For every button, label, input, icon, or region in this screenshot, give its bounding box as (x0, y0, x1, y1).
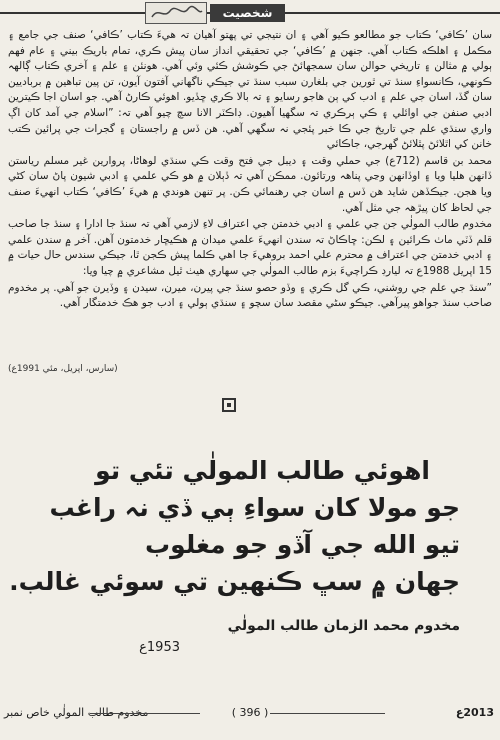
verse-block (9, 452, 460, 600)
poem-year: 1953ع (139, 640, 180, 655)
section-label: شخصيت (210, 4, 285, 22)
page-footer (0, 706, 500, 726)
page-number: ( 396 ) (231, 706, 269, 719)
verse-line: جهان ۾ سڀ ڪنهين تي سوئي غالب. (9, 567, 460, 596)
verse-line: تيو الله جي آڏو جو مغلوب (145, 530, 460, 559)
article-body (8, 28, 492, 358)
verse-line: جو مولا کان سواءِ ٻي ڏي نہ راغب (49, 493, 460, 522)
poet-name: مخدوم محمد الزمان طالب المولٰي (227, 618, 460, 634)
paragraph: مخدوم طالب المولٰي جن جي علمي ۽ ادبي خدمتن جي اعتراف لاءِ لازمي آهي تہ سنڌ جا ادارا ۽ سنڌ جا صاحب قلم ڏٽي ماٺ ڪرائين ۽ لڪن: ڇاڪاڻ تہ سندن انهيءَ علمي ميدان ۾ هڪيڇار خدمتون آهن. آخر ۾ سندن علمي ۽ ادبي خدمتن جي اعتراف ۾ محترم علي احمد بروهيءَ جا اهي ڪلما پيش ڪجن ٿا، جيڪي سندس حال حيات ۾ 15 اپريل 1988ع تہ ليارڊ ڪراچيءَ بزم طالب المولٰي جي سهاري هيٺ ٿيل مشاعري ۾ چيا ويا: (8, 218, 492, 277)
source-caption: (سارس، اپريل، مئي 1991ع) (8, 364, 118, 374)
footer-issue-title: مخدوم طالب المولٰي خاص نمبر (4, 706, 149, 719)
paragraph: سان ’ڪافي‘ ڪتاب جو مطالعو ڪيو آهي ۽ ان نتيجي تي پهتو آهيان تہ هيءَ ڪتاب ’ڪافي‘ صنف جي جامع ۽ مڪمل ۽ اهلڪه ڪتاب آهي. جنهن ۾ ’ڪافي‘ جي تحقيقي انداز سان پيش ڪري، تمام باريڪ بيني ۽ عام فهم ٻولي ۾ مثالن ۽ تاريخي حوالن سان سمجهائڻ جي ڪوشش ڪئي وئي آهي. هونئن ۽ علم ۽ آخري ڪتاب ڳالهہ ڪونهي، ڪانسواءِ سنڌ تي ٿورين جي بلغارن سبب سنڌ تي جيڪي ناگهاني آفتون آيون، تن پين تباهين ۾ برباديين سان گڏ، اسان جي علم ۽ ادب کي ٻن هاجو رسايو ۽ تہ بالا ڪري ڇڏيو. اهوئي ڪارڻ آهي. جو اسان اجا ڪيترين ادبي صنفن جي اوائلي ۽ ڪي ٻرڪري تہ سگهيا آهيون. ڊاڪٽر الانا سچ چيو آهي تہ: ”اسلام جي آمد کان اڳ واري سنڌي علم جي تاريخ جي ڪا خبر پئجي نہ سگهي آهي. هن ڏس ۾ راجستان ۽ گجرات جي پرائين ڪتب خانن کي اٿلائڻ پٿلائڻ گهرجي، جاڪائي (8, 29, 492, 151)
verse-line: اهوئي طالب المولٰي تئي تو (95, 456, 430, 485)
magazine-logo (145, 2, 207, 24)
quotation: ”سنڌ جي علم جي روشني، ڪي گل ڪري ۽ وڏو حصو سنڌ جي پيرن، ميرن، سيدن ۽ وڏيرن جو آهي. پر مخدوم صاحب سنڌ جواهو پيرآهي. جيڪو سڻي مقصد سان سچو ۽ سنڌي ٻولي ۽ ادب جو هڪ خدمتگار آهي. (8, 281, 492, 310)
footer-year: 2013ع (455, 706, 494, 719)
section-divider-icon (222, 398, 236, 412)
paragraph: محمد بن قاسم (712ع) جي حملي وقت ۽ ديبل جي فتح وقت ڪي سنڌي لوهاڻا، پروارين غير مسلم رياستن ڏانهن هليا ويا ۽ اوڏانهن وڃي پناهہ ورتائون. ممڪن آهي تہ ڏٻلان ۾ هو ڪي علمي ۽ ادبي شيون پاڻ سان کڻي ويا هجن. جيڪڏهن شايد هن ڏس ۾ اسان جي رهنمائي ڪن. پر تنهن هوندي ۾ هيءَ ’ڪافي‘ ڪتاب انهيءَ صنف جي لحاظ کان پيڙهہ جي مثل آهي. (8, 154, 492, 214)
footer-rule (270, 713, 385, 714)
